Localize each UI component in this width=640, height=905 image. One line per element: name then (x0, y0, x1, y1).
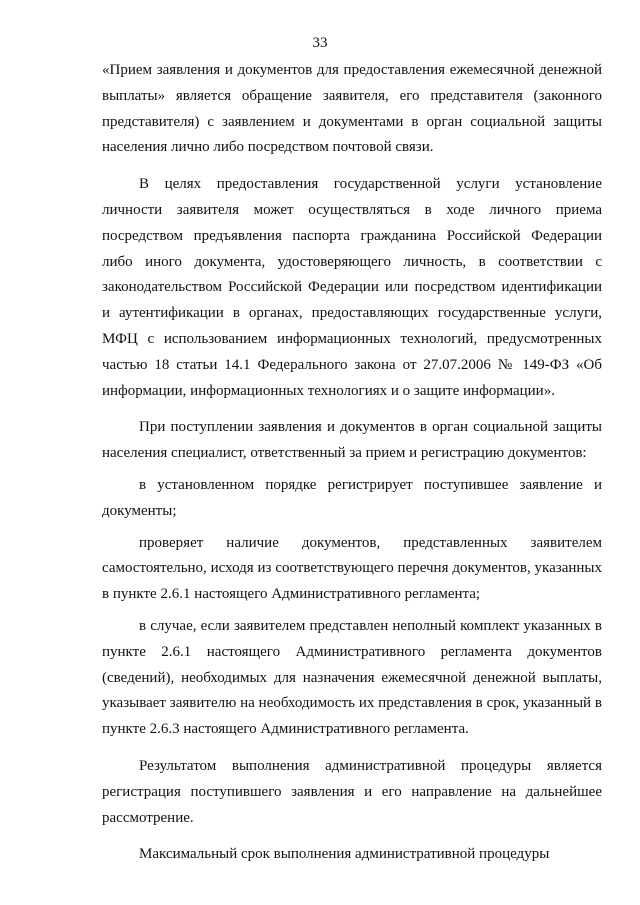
paragraph-specialist-duties: При поступлении заявления и документов в орган социальной защиты населения специалист, ответственный за прием и регистрацию документов: (102, 419, 602, 462)
paragraph-incomplete-documents: в случае, если заявителем представлен неполный комплект указанных в пункте 2.6.1 настоящего Административного регламента документов (сведений), необходимых для назначения ежемесячной денежной выплаты, указывает заявителю на необходимость их представления в срок, указанный в пункте 2.6.3 настоящего Административного регламента. (102, 617, 602, 738)
paragraph-identity-verification: В целях предоставления государственной услуги установление личности заявителя может осуществляться в ходе личного приема посредством предъявления паспорта гражданина Российской Федерации либо иного документа, удостоверяющего личность, в соответствии с законодательством Российской Федерации или посредством идентификации и аутентификации в органах, предоставляющих государственные услуги, МФЦ с использованием информационных технологий, предусмотренных частью 18 статьи 14.1 Федерального закона от 27.07.2006 № 149-ФЗ «Об информации, информационных технологиях и о защите информации». (102, 176, 602, 399)
paragraph-max-duration: Максимальный срок выполнения административной процедуры (139, 846, 550, 863)
paragraph-registration: в установленном порядке регистрирует поступившее заявление и документы; (102, 476, 602, 519)
paragraph-document-check: проверяет наличие документов, представленных заявителем самостоятельно, исходя из соответствующего перечня документов, указанных в пункте 2.6.1 настоящего Административного регламента; (102, 534, 602, 603)
paragraph-application-intake: «Прием заявления и документов для предоставления ежемесячной денежной выплаты» является обращение заявителя, его представителя (законного представителя) с заявлением и документами в орган социальной защиты населения лично либо посредством почтовой связи. (102, 62, 602, 156)
page-number: 33 (312, 35, 328, 51)
paragraph-procedure-result: Результатом выполнения административной процедуры является регистрация поступившего заявления и его направление на дальнейшее рассмотрение. (102, 757, 602, 826)
document-body (102, 58, 602, 868)
